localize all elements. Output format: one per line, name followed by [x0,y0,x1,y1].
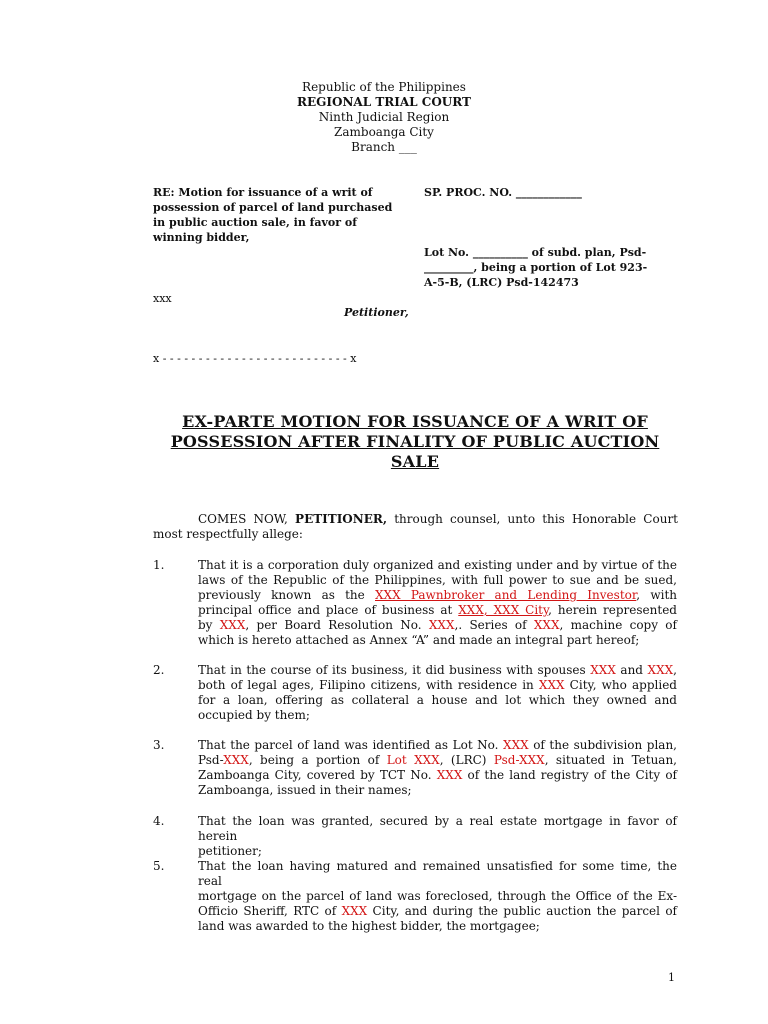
item-text: both of legal ages, Filipino citizens, with residence in [198,678,539,692]
item-text: and [615,663,648,677]
item-3 [198,738,677,798]
caption-re-line: RE: Motion for issuance of a writ of [153,186,373,199]
item-text: principal office and place of business at [198,603,459,617]
item-text: by [198,618,220,632]
item-text: of the subdivision plan, [528,738,677,752]
highlight-text: XXX [538,678,565,692]
caption-separator: x - - - - - - - - - - - - - - - - - - - - - - - - - - x [153,352,357,365]
intro-petitioner: PETITIONER, [295,512,388,526]
caption-re-line: possession of parcel of land purchased [153,201,393,214]
item-line: mortgage on the parcel of land was foreclosed, through the Office of the Ex- [198,889,677,903]
item-line: Zamboanga, issued in their names; [198,783,412,797]
highlight-text: XXX [647,663,674,677]
item-text: , being a portion of [248,753,387,767]
item-text: of the land registry of the City of [462,768,677,782]
item-text: , machine copy of [559,618,677,632]
title-line: POSSESSION AFTER FINALITY OF PUBLIC AUCTION [170,432,660,451]
item-text: City, and during the public auction the parcel of [367,904,677,918]
highlight-text: XXX [341,904,368,918]
caption-re [153,185,413,245]
highlight-text: Lot XXX [386,753,440,767]
item-2 [198,663,677,723]
item-text: ,. Series of [454,618,534,632]
item-line: That it is a corporation duly organized and existing under and by virtue of the [198,558,677,572]
item-line: That the loan having matured and remained unsatisfied for some time, the real [198,859,677,888]
title-line: EX-PARTE MOTION FOR ISSUANCE OF A WRIT OF [182,412,648,431]
item-text: , with [636,588,677,602]
party-name: xxx [153,292,172,305]
highlight-text: XXX [436,768,463,782]
item-line: which is hereto attached as Annex “A” and made an integral part hereof; [198,633,640,647]
item-line: petitioner; [198,844,262,858]
highlight-text: XXX [219,618,246,632]
item-5 [198,859,677,934]
item-text: Psd- [198,753,224,767]
intro-text: through counsel, unto this Honorable Court [387,512,678,526]
highlight-text: XXX [533,618,560,632]
highlight-text: Psd-XXX [493,753,545,767]
intro-line2: most respectfully allege: [153,527,303,541]
petitioner-label: Petitioner, [344,306,409,319]
item-number: 5. [153,859,165,873]
item-line: That the loan was granted, secured by a real estate mortgage in favor of herein [198,814,677,843]
title-line: SALE [390,452,440,471]
item-4 [198,814,677,859]
item-text: previously known as the [198,588,375,602]
highlight-text: XXX [503,738,529,752]
highlight-text: XXX [428,618,455,632]
header-region: Ninth Judicial Region [318,110,450,124]
item-line: for a loan, offering as collateral a house and lot which they owned and [198,693,677,707]
item-text: , [673,663,677,677]
item-number: 2. [153,663,165,677]
lot-description [424,245,679,290]
lot-line: A-5-B, (LRC) Psd-142473 [424,276,579,289]
lot-line: Lot No. __________ of subd. plan, Psd- [424,246,647,259]
item-line: land was awarded to the highest bidder, the mortgagee; [198,919,540,933]
document-title [150,412,680,472]
page-number: 1 [668,971,675,984]
item-number: 4. [153,814,165,828]
intro-paragraph [153,512,678,542]
header-branch: Branch ___ [351,140,417,154]
item-1 [198,558,677,648]
item-text: That in the course of its business, it did business with spouses [198,663,591,677]
lot-line: _________, being a portion of Lot 923- [424,261,648,274]
caption-re-line: winning bidder, [153,231,250,244]
caption-re-line: in public auction sale, in favor of [153,216,357,229]
highlight-text: XXX Pawnbroker and Lending Investor [375,588,637,602]
highlight-text: XXX, XXX City [458,603,549,617]
item-text: , (LRC) [439,753,494,767]
item-text: That the parcel of land was identified as Lot No. [198,738,504,752]
intro-text: COMES NOW, [198,512,296,526]
header-city: Zamboanga City [334,125,434,139]
item-text: City, who applied [564,678,677,692]
item-number: 1. [153,558,165,572]
highlight-text: XXX [223,753,249,767]
item-text: Officio Sheriff, RTC of [198,904,342,918]
court-header [0,80,768,155]
item-number: 3. [153,738,165,752]
item-text: , situated in Tetuan, [544,753,677,767]
header-republic: Republic of the Philippines [302,80,466,94]
case-number: SP. PROC. NO. ____________ [424,186,582,199]
highlight-text: XXX [590,663,616,677]
item-text: , per Board Resolution No. [245,618,429,632]
item-text: Zamboanga City, covered by TCT No. [198,768,437,782]
item-line: occupied by them; [198,708,310,722]
item-text: , herein represented [548,603,677,617]
item-line: laws of the Republic of the Philippines, with full power to sue and be sued, [198,573,677,587]
header-court: REGIONAL TRIAL COURT [297,95,471,109]
